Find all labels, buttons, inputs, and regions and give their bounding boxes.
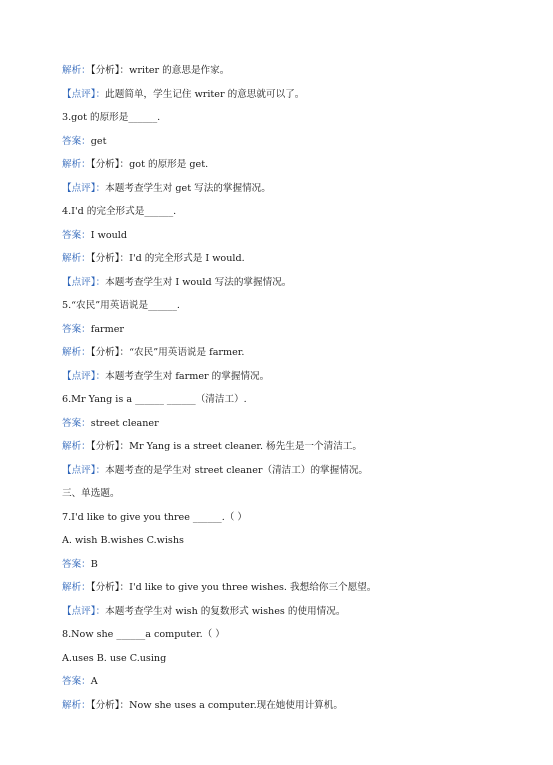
line-text: 【分析】：writer 的意思是作家。: [90, 65, 230, 76]
line-label: 答案：: [62, 230, 91, 241]
line-text: 【分析】：I'd 的完全形式是 I would.: [90, 253, 245, 264]
line-label: 答案：: [62, 324, 91, 335]
doc-line-9: [62, 252, 245, 265]
line-text: A: [90, 676, 98, 687]
line-label: 解析：: [62, 65, 91, 76]
doc-line-11: [62, 299, 180, 312]
line-text: 本题考查学生对 farmer 的掌握情况。: [105, 371, 270, 382]
line-label: 解析：: [62, 159, 91, 170]
line-label: 【点评】：: [62, 465, 106, 476]
doc-line-7: [62, 205, 176, 218]
doc-line-20: [62, 511, 247, 524]
line-text: 此题简单，学生记住 writer 的意思就可以了。: [105, 89, 305, 100]
line-text: 4.I'd 的完全形式是______.: [62, 206, 177, 217]
line-text: 8.Now she ______a computer.（ ）: [62, 629, 225, 640]
line-text: 【分析】：“农民”用英语说是 farmer.: [90, 347, 245, 358]
line-text: I would: [90, 230, 127, 241]
doc-line-28: [62, 699, 343, 712]
doc-line-3: [62, 111, 160, 124]
line-text: 本题考查学生对 get 写法的掌握情况。: [105, 183, 271, 194]
line-text: 本题考查学生对 I would 写法的掌握情况。: [105, 277, 292, 288]
line-label: 答案：: [62, 418, 91, 429]
line-text: 【分析】：got 的原形是 get.: [90, 159, 209, 170]
doc-line-15: [62, 393, 247, 406]
doc-line-14: [62, 370, 269, 383]
doc-line-23: [62, 581, 376, 594]
doc-line-22: [62, 558, 98, 571]
doc-line-21: [62, 534, 184, 547]
line-label: 【点评】：: [62, 606, 106, 617]
doc-line-5: [62, 158, 208, 171]
line-text: 三、单选题。: [62, 488, 120, 499]
line-label: 解析：: [62, 582, 91, 593]
doc-line-26: [62, 652, 166, 665]
line-text: 5.“农民”用英语说是______.: [62, 300, 180, 311]
line-text: B: [90, 559, 98, 570]
line-label: 【点评】：: [62, 277, 106, 288]
doc-line-19: [62, 487, 120, 500]
doc-line-10: [62, 276, 291, 289]
doc-line-6: [62, 182, 271, 195]
doc-line-16: [62, 417, 159, 430]
line-label: 答案：: [62, 136, 91, 147]
doc-line-1: [62, 64, 229, 77]
line-label: 解析：: [62, 441, 91, 452]
line-text: 【分析】：Mr Yang is a street cleaner. 杨先生是一个清洁工。: [90, 441, 362, 452]
doc-line-27: [62, 675, 98, 688]
line-label: 答案：: [62, 559, 91, 570]
line-text: 6.Mr Yang is a ______ ______（清洁工）.: [62, 394, 247, 405]
line-label: 【点评】：: [62, 183, 106, 194]
line-text: 3.got 的原形是______.: [62, 112, 161, 123]
line-label: 解析：: [62, 347, 91, 358]
doc-line-8: [62, 229, 127, 242]
doc-line-17: [62, 440, 362, 453]
doc-line-2: [62, 88, 304, 101]
line-text: 【分析】：Now she uses a computer.现在她使用计算机。: [90, 700, 343, 711]
line-text: farmer: [90, 324, 124, 335]
doc-line-12: [62, 323, 124, 336]
doc-line-25: [62, 628, 225, 641]
doc-line-24: [62, 605, 345, 618]
line-label: 【点评】：: [62, 371, 106, 382]
line-text: A.uses B. use C.using: [62, 653, 167, 664]
doc-line-13: [62, 346, 244, 359]
doc-line-4: [62, 135, 106, 148]
line-text: 本题考查学生对 wish 的复数形式 wishes 的使用情况。: [105, 606, 346, 617]
line-text: 【分析】：I'd like to give you three wishes. 我想给你三个愿望。: [90, 582, 377, 593]
line-text: 本题考查的是学生对 street cleaner（清洁工）的掌握情况。: [105, 465, 369, 476]
line-text: A. wish B.wishes C.wishs: [62, 535, 184, 546]
line-text: get: [90, 136, 107, 147]
line-text: street cleaner: [90, 418, 159, 429]
line-text: 7.I'd like to give you three ______.（ ）: [62, 512, 248, 523]
line-label: 【点评】：: [62, 89, 106, 100]
line-label: 解析：: [62, 700, 91, 711]
line-label: 答案：: [62, 676, 91, 687]
doc-line-18: [62, 464, 368, 477]
line-label: 解析：: [62, 253, 91, 264]
